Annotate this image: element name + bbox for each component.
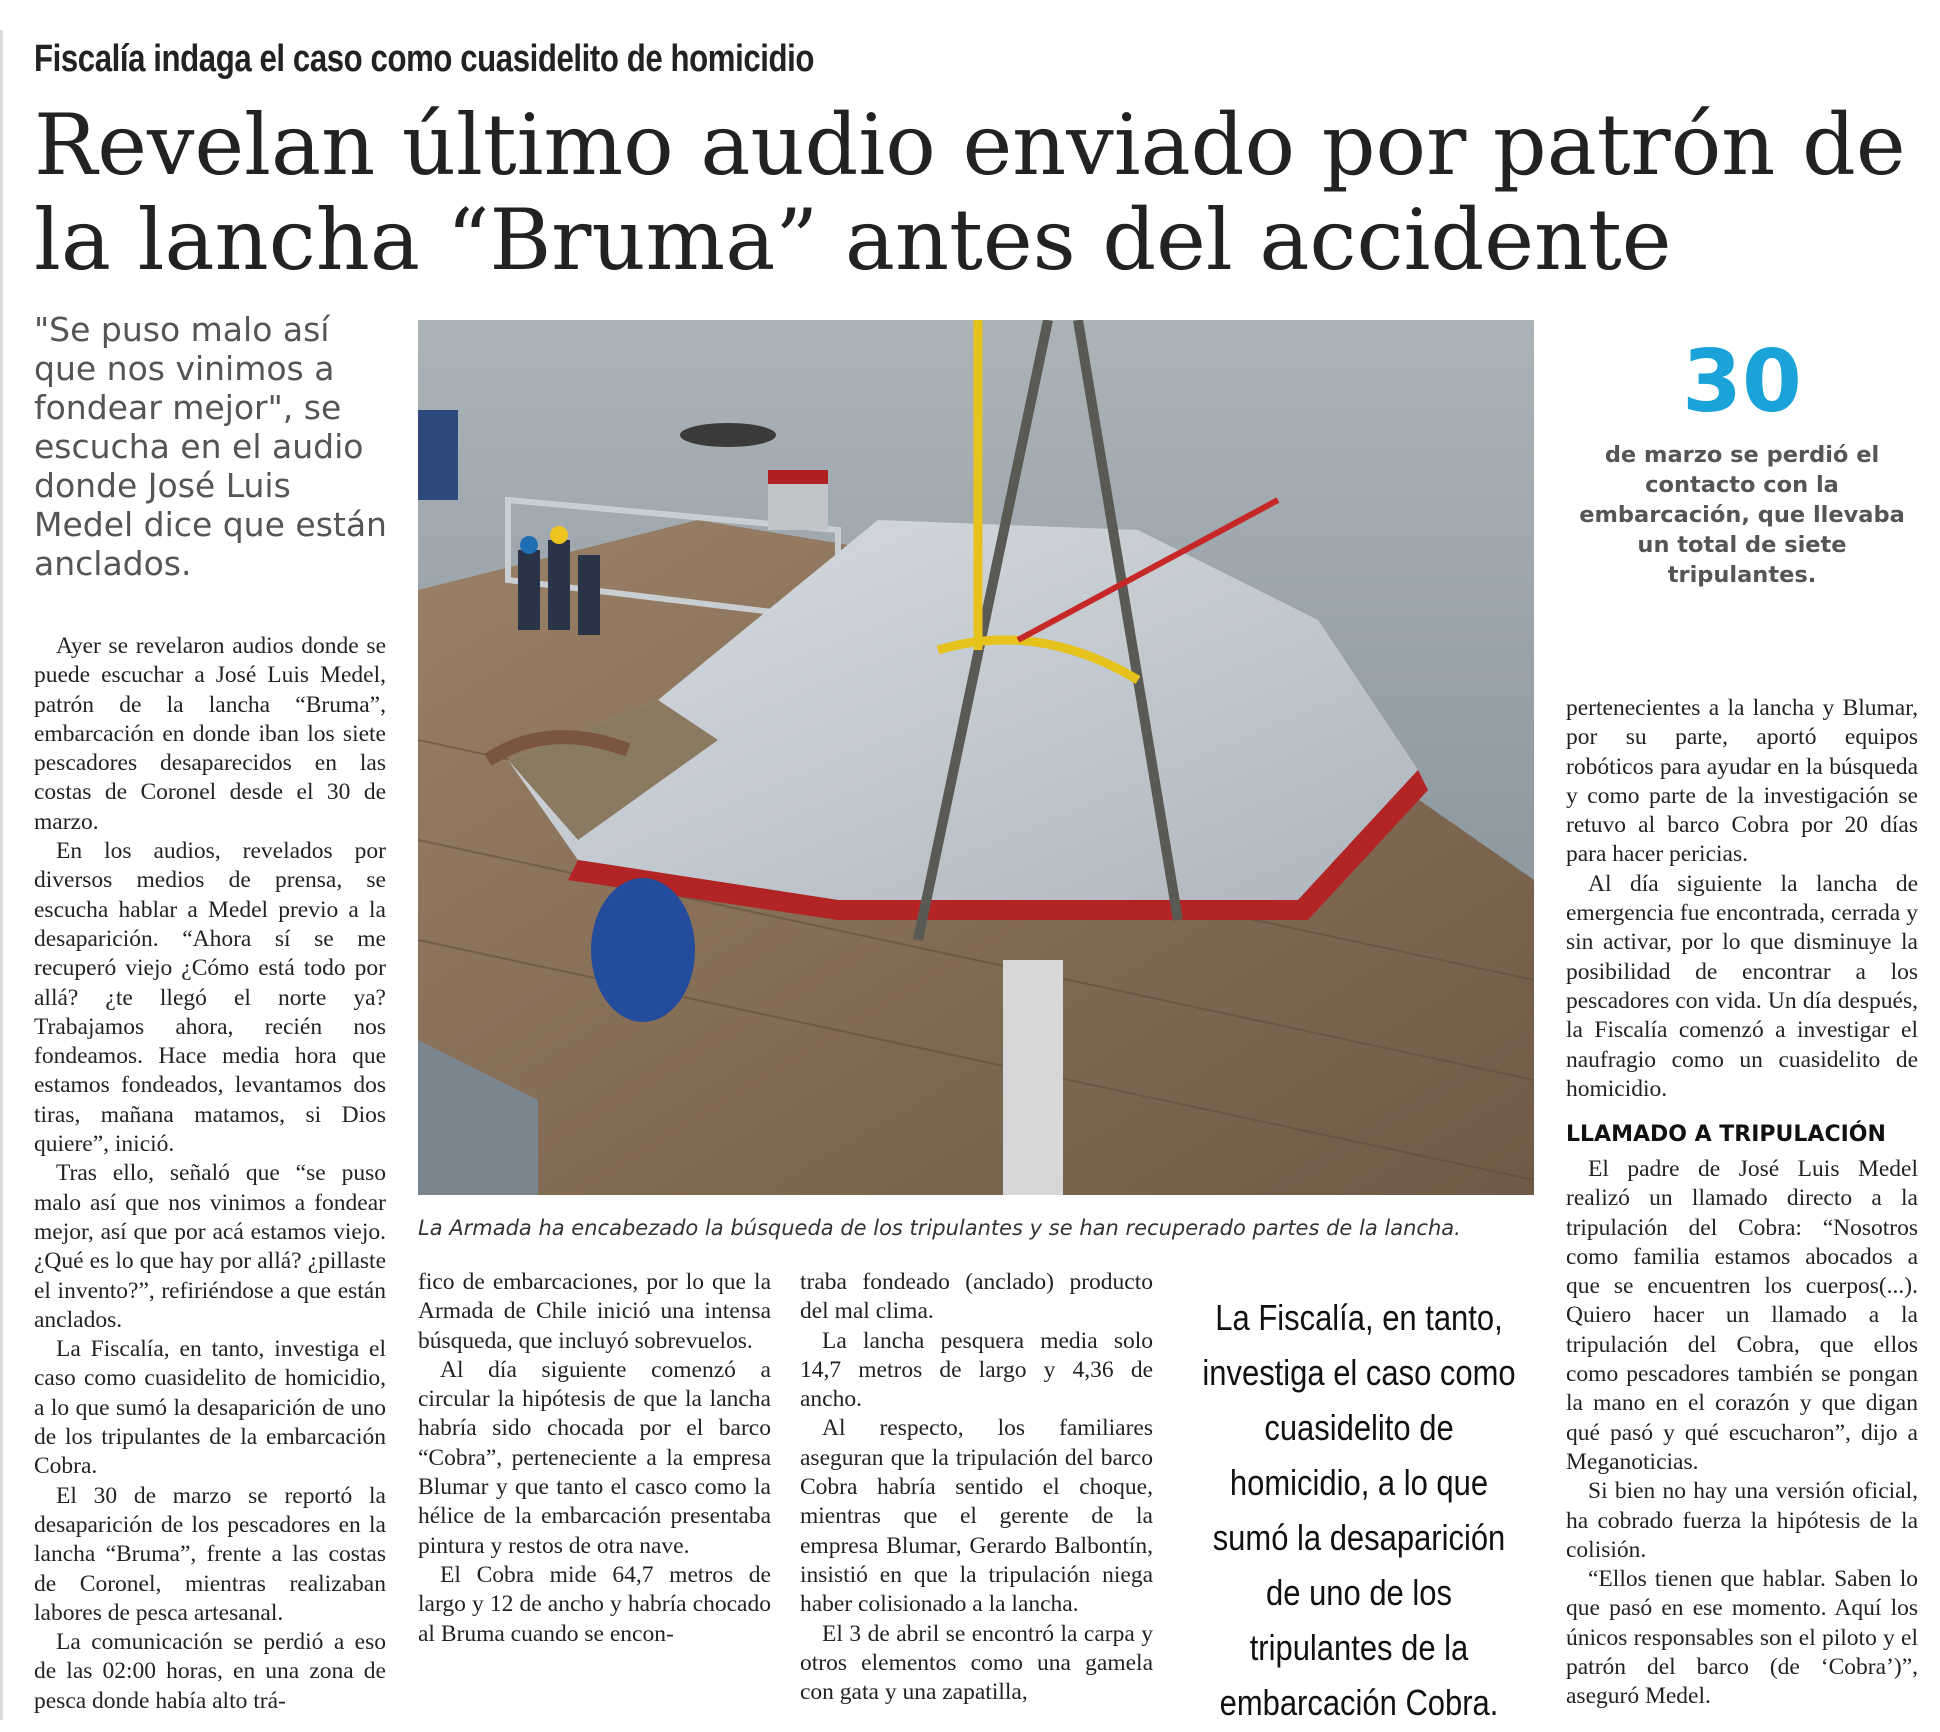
paragraph: “Ellos tienen que hablar. Saben lo que pasó en ese momento. Aquí los únicos responsables son el piloto y el patrón del barco (de ‘Cobra’)”, aseguró Medel. — [1566, 1566, 1918, 1710]
paragraph: traba fondeado (anclado) producto del mal clima. — [800, 1269, 1153, 1325]
body-column-4 — [1566, 694, 1918, 1104]
paragraph: El 3 de abril se encontró la carpa y otros elementos como una gamela con gata y una zapatilla, — [800, 1620, 1153, 1706]
stat-text: de marzo se perdió el contacto con la embarcación, que llevaba un total de siete tripulantes. — [1579, 442, 1905, 588]
paragraph: El padre de José Luis Medel realizó un llamado directo a la tripulación del Cobra: “Nosotros como familia estamos abocados a que se encuentren los cuerpos(...). Quiero hacer un llamado a la tripulación del Cobra, que ellos como pescadores también se pongan la mano en el corazón y que digan qué pasó y qué escucharon”, dijo a Meganoticias. — [1566, 1156, 1918, 1475]
paragraph: En los audios, revelados por diversos medios de prensa, se escucha hablar a Medel previo a la desaparición. “Ahora sí se me recuperó viejo ¿Cómo está todo por allá? ¿te llegó el norte ya? Trabajamos ahora, recién nos fondeamos. Hace media hora que estamos fondeados, levantamos dos tiras, mañana matamos, si Dios quiere”, inició. — [34, 838, 386, 1158]
body-column-4b — [1566, 1155, 1918, 1712]
paragraph: Al respecto, los familiares aseguran que la tripulación del barco Cobra habría sentido el choque, mientras que el gerente de la empresa Blumar, Gerardo Balbontín, insistió en que la tripulación niega haber colisionado a la lancha. — [800, 1415, 1153, 1618]
paragraph: El Cobra mide 64,7 metros de largo y 12 de ancho y habría chocado al Bruma cuando se encon- — [418, 1561, 771, 1647]
paragraph: Al día siguiente comenzó a circular la hipótesis de que la lancha habría sido chocada por el barco “Cobra”, perteneciente a la empresa Blumar y que tanto el casco como la hélice de la embarcación presentaba pintura y restos de otra nave. — [418, 1356, 771, 1559]
section-heading: LLAMADO A TRIPULACIÓN — [1566, 1122, 1886, 1147]
paragraph: La comunicación se perdió a eso de las 02:00 horas, en una zona de pesca donde había alto trá- — [34, 1629, 386, 1714]
paragraph: La Fiscalía, en tanto, investiga el caso como cuasidelito de homicidio, a lo que sumó la desaparición de uno de los tripulantes de la embarcación Cobra. — [34, 1336, 386, 1480]
paragraph: Ayer se revelaron audios donde se puede escuchar a José Luis Medel, patrón de la lancha “Bruma”, embarcación en donde iban los siete pescadores desaparecidos en las costas de Coronel desde el 30 de marzo. — [34, 633, 386, 835]
page-edge-rule — [0, 30, 3, 1720]
news-photo — [418, 320, 1534, 1195]
paragraph: Al día siguiente la lancha de emergencia fue encontrada, cerrada y sin activar, por lo que disminuye la posibilidad de encontrar a los pescadores con vida. Un día después, la Fiscalía comenzó a investigar el naufragio como un cuasidelito de homicidio. — [1566, 870, 1918, 1102]
paragraph: pertenecientes a la lancha y Blumar, por su parte, aportó equipos robóticos para ayudar en la búsqueda y como parte de la investigación se retuvo al barco Cobra por 20 días para hacer pericias. — [1566, 695, 1918, 868]
pull-quote-center: La Fiscalía, en tanto, investiga el caso como cuasidelito de homicidio, a lo que sumó la desaparición de uno de los tripulantes de la embarcación Cobra. — [1202, 1297, 1516, 1723]
paragraph: Si bien no hay una versión oficial, ha cobrado fuerza la hipótesis de la colisión. — [1566, 1478, 1918, 1563]
kicker: Fiscalía indaga el caso como cuasidelito de homicidio — [34, 38, 815, 80]
body-column-1 — [34, 632, 386, 1716]
paragraph: El 30 de marzo se reportó la desaparición de los pescadores en la lancha “Bruma”, frente a las costas de Coronel, mientras realizaban labores de pesca artesanal. — [34, 1482, 386, 1626]
body-column-2 — [418, 1268, 771, 1649]
paragraph: Tras ello, señaló que “se puso malo así que nos vinimos a fondear mejor, así que por acá estamos viejo. ¿Qué es lo que hay por allá? ¿pillaste el invento?”, refiriéndose a que están anclados. — [34, 1160, 386, 1333]
body-column-3 — [800, 1268, 1153, 1707]
stat-number: 30 — [1682, 332, 1802, 432]
paragraph: La lancha pesquera media solo 14,7 metros de largo y 4,36 de ancho. — [800, 1327, 1153, 1413]
pull-quote-left: "Se puso malo así que nos vinimos a fondear mejor", se escucha en el audio donde José Luis Medel dice que están anclados. — [34, 310, 387, 583]
headline: Revelan último audio enviado por patrón de la lancha “Bruma” antes del accidente — [34, 96, 1906, 289]
photo-caption: La Armada ha encabezado la búsqueda de los tripulantes y se han recuperado partes de la lancha. — [418, 1216, 1461, 1240]
paragraph: fico de embarcaciones, por lo que la Armada de Chile inició una intensa búsqueda, que incluyó sobrevuelos. — [418, 1269, 771, 1354]
